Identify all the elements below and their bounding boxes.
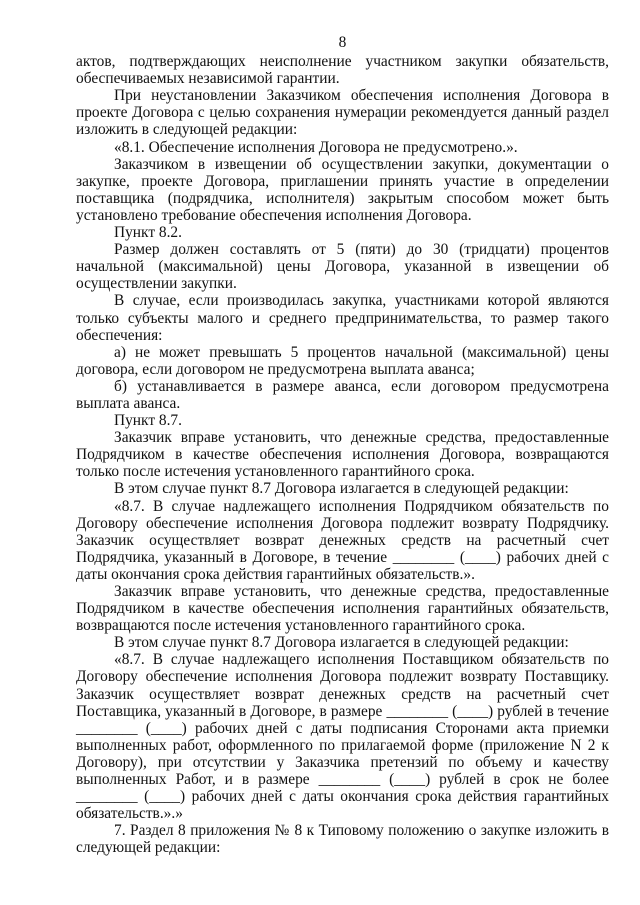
- paragraph-clause-8-7-contractor-quote: «8.7. В случае надлежащего исполнения Подрядчиком обязательств по Договору обеспечение исполнения Договора подлежит возврату Подрядчику. Заказчик осуществляет возврат денежных средств на расчетный счет Подрядчика, указанный в Договоре, в течение ________ (____) рабочих дней с даты окончания срока действия гарантийных обязательств.».: [76, 497, 609, 583]
- paragraph-edition-intro-1: В этом случае пункт 8.7 Договора излагается в следующей редакции:: [114, 480, 569, 498]
- paragraph-warranty-funds-return: Заказчик вправе установить, что денежные средства, предоставленные Подрядчиком в качестве обеспечения исполнения гарантийных обязательств, возвращаются после истечения установленного гарантийного срока.: [76, 583, 609, 635]
- paragraph-clause-8-7-supplier-quote: «8.7. В случае надлежащего исполнения Поставщиком обязательств по Договору обеспечение исполнения Договора подлежит возврату Поставщику. Заказчик осуществляет возврат денежных средств на расчетный счет Поставщика, указанный в Договоре, в размере ________ (____) рублей в течение ________ (____) рабочих дней с даты подписания Сторонами акта приемки выполненных работ, оформленного по прилагаемой форме (приложение N 2 к Договору), при отсутствии у Заказчика претензий по объему и качеству выполненных Работ, и в размере ________ (____) рублей в срок не более ________ (____) рабочих дней с даты окончания срока действия гарантийных обязательств.».»: [76, 651, 609, 823]
- paragraph-point-8-7-heading: Пункт 8.7.: [114, 412, 182, 430]
- paragraph-contractor-funds-return: Заказчик вправе установить, что денежные средства, предоставленные Подрядчиком в качестве обеспечения исполнения Договора, возвращаются только после истечения установленного гарантийного срока.: [76, 429, 609, 481]
- paragraph-security-requirement: Заказчиком в извещении об осуществлении закупки, документации о закупке, проекте Договора, приглашении принять участие в определении поставщика (подрядчика, исполнителя) закрытым способом может быть установлено требование обеспечения исполнения Договора.: [76, 155, 609, 224]
- paragraph-point-8-2-heading: Пункт 8.2.: [114, 224, 182, 242]
- paragraph-item-b: б) устанавливается в размере аванса, если договором предусмотрена выплата аванса.: [76, 377, 609, 412]
- paragraph-continuation: актов, подтверждающих неисполнение участником закупки обязательств, обеспечиваемых независимой гарантии.: [76, 53, 609, 88]
- paragraph-edition-intro-2: В этом случае пункт 8.7 Договора излагается в следующей редакции:: [114, 634, 569, 652]
- paragraph-clause-8-1-quote: «8.1. Обеспечение исполнения Договора не предусмотрено.».: [114, 138, 518, 156]
- document-page: [76, 34, 609, 857]
- paragraph-security-size: Размер должен составлять от 5 (пяти) до 30 (тридцати) процентов начальной (максимальной) цены Договора, указанной в извещении об осуществлении закупки.: [76, 241, 609, 293]
- page-number: 8: [338, 34, 347, 51]
- paragraph-item-a: а) не может превышать 5 процентов начальной (максимальной) цены договора, если договором не предусмотрена выплата аванса;: [76, 343, 609, 378]
- paragraph-section-7-amendment: 7. Раздел 8 приложения № 8 к Типовому положению о закупке изложить в следующей редакции:: [76, 822, 609, 857]
- paragraph-no-security-note: При неустановлении Заказчиком обеспечения исполнения Договора в проекте Договора с целью сохранения нумерации рекомендуется данный раздел изложить в следующей редакции:: [76, 87, 609, 139]
- paragraph-sme-case: В случае, если производилась закупка, участниками которой являются только субъекты малого и среднего предпринимательства, то размер такого обеспечения:: [76, 292, 609, 344]
